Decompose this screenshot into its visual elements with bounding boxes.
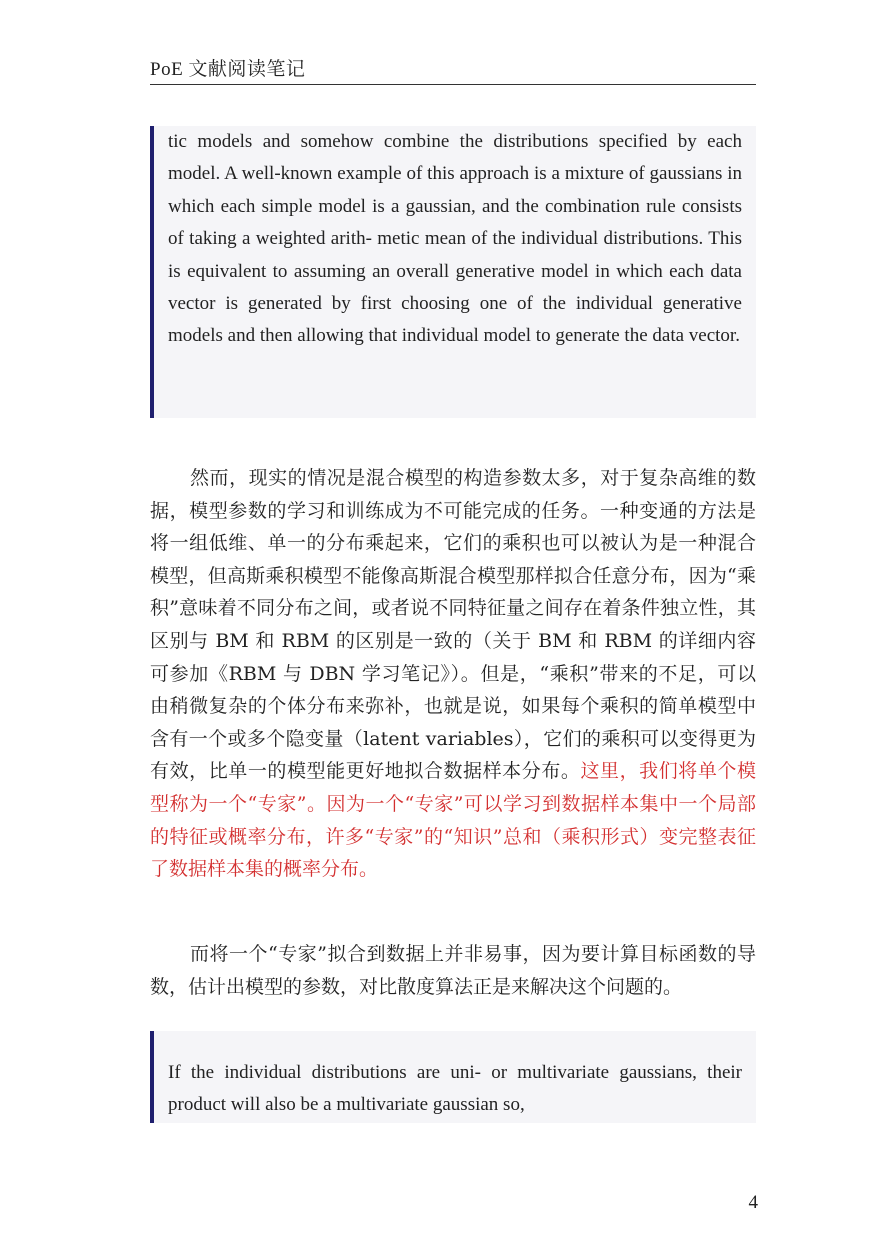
body-paragraph-2: 而将一个“专家”拟合到数据上并非易事，因为要计算目标函数的导数，估计出模型的参数，对比散度算法正是来解决这个问题的。 (150, 943, 756, 998)
header-title: PoE 文献阅读笔记 (150, 59, 306, 80)
running-header (150, 54, 756, 85)
body-paragraph-1 (150, 462, 756, 886)
quote-block-top (150, 126, 756, 418)
quote-text: tic models and somehow combine the distributions specified by each model. A well-known example of this approach is a mixture of gaussians in which each simple model is a gaussian, and the combination rule consists of taking a weighted arith- metic mean of the individual distributions. This is equivalent to assuming an overall generative model in which each data vector is generated by first choosing one of the individual generative models and then allowing that individual model to generate the data vector. (168, 131, 742, 347)
quote-text: If the individual distributions are uni- or multivariate gaussians, their product will also be a multivariate gaussian so, (168, 1062, 742, 1116)
quote-block-bottom (150, 1031, 756, 1123)
page-number: 4 (748, 1192, 758, 1213)
paragraph-text: 然而，现实的情况是混合模型的构造参数太多，对于复杂高维的数据，模型参数的学习和训练成为不可能完成的任务。一种变通的方法是将一组低维、单一的分布乘起来，它们的乘积也可以被认为是一种混合模型，但高斯乘积模型不能像高斯混合模型那样拟合任意分布，因为“乘积”意味着不同分布之间，或者说不同特征量之间存在着条件独立性，其区别与 BM 和 RBM 的区别是一致的（关于 BM 和 RBM 的详细内容可参加《RBM 与 DBN 学习笔记》）。但是，“乘积”带来的不足，可以由稍微复杂的个体分布来弥补，也就是说，如果每个乘积的简单模型中含有一个或多个隐变量（latent variables），它们的乘积可以变得更为有效，比单一的模型能更好地拟合数据样本分布。 (150, 467, 756, 783)
highlighted-text: 这里，我们将单个模型称为一个“专家”。因为一个“专家”可以学习到数据样本集中一个局部的特征或概率分布，许多“专家”的“知识”总和（乘积形式）变完整表征了数据样本集的概率分布。 (150, 760, 756, 881)
